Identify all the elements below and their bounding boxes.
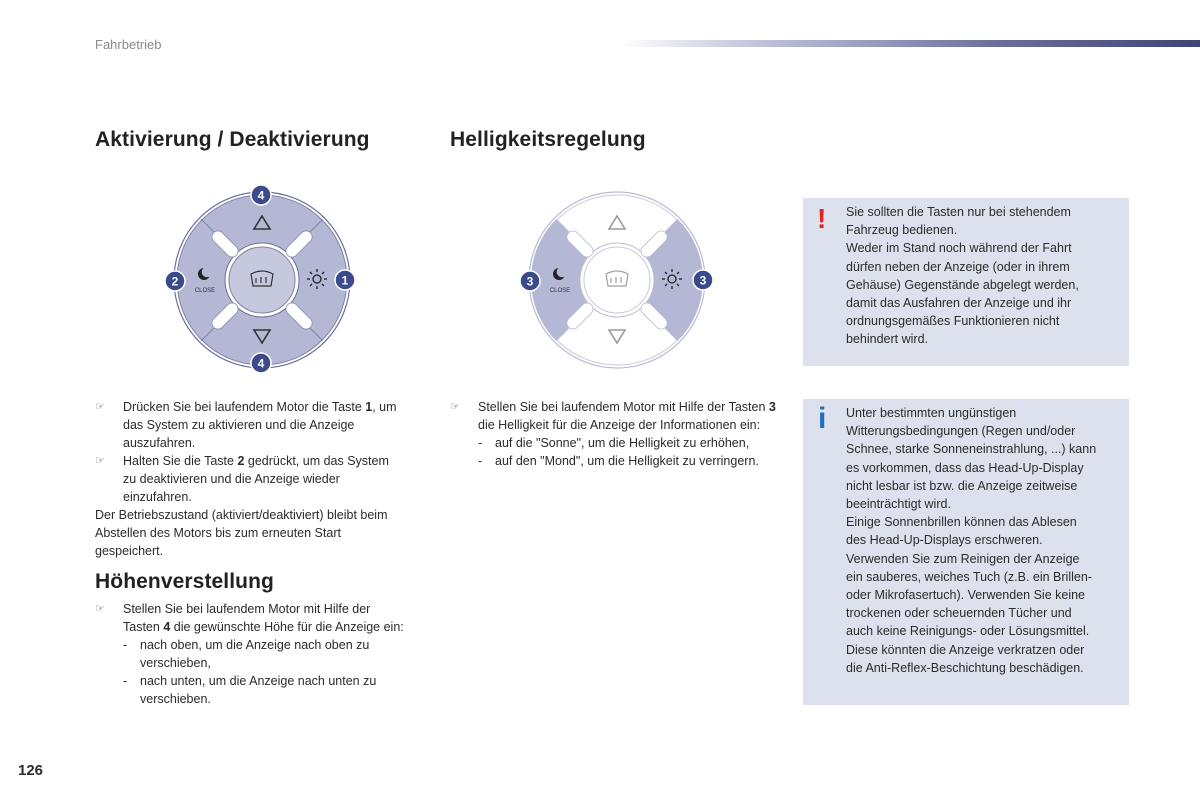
- badge-bottom: [251, 353, 271, 373]
- height-title: Höhenverstellung: [95, 570, 274, 593]
- height-bullet: ☞ Stellen Sie bei laufendem Motor mit Hilfe der Tasten 4 die gewünschte Höhe für die Anzeige ein:: [95, 602, 404, 634]
- badge-top: [251, 185, 271, 205]
- svg-text:2: 2: [171, 274, 179, 289]
- section-title: Fahrbetrieb: [95, 37, 162, 52]
- brightness-bullet: ☞ Stellen Sie bei laufendem Motor mit Hilfe der Tasten 3 die Helligkeit für die Anzeige der Informationen ein:: [450, 400, 776, 432]
- badge-right: [335, 270, 355, 290]
- badge-left: [520, 271, 540, 291]
- warning-icon: !: [817, 203, 827, 234]
- activation-bullet-1: ☞ Drücken Sie bei laufendem Motor die Taste 1, um das System zu aktivieren und die Anzeige auszufahren.: [95, 400, 397, 450]
- brightness-dash-1: - auf die "Sonne", um die Helligkeit zu erhöhen,: [478, 436, 750, 450]
- warning-box: [803, 198, 1129, 366]
- brightness-dash-2: - auf den "Mond", um die Helligkeit zu verringern.: [478, 454, 759, 468]
- activation-note: Der Betriebszustand (aktiviert/deaktiviert) bleibt beim Abstellen des Motors bis zum erneuten Start gespeichert.: [95, 508, 388, 558]
- badge-right: [693, 270, 713, 290]
- svg-text:3: 3: [526, 274, 534, 289]
- height-dash-2: - nach unten, um die Anzeige nach unten zu verschieben.: [123, 674, 377, 706]
- close-label: CLOSE: [549, 288, 571, 294]
- activation-text: [95, 398, 405, 560]
- height-dash-1: - nach oben, um die Anzeige nach oben zu verschieben,: [123, 638, 370, 670]
- info-icon: i: [818, 402, 827, 435]
- pointing-hand-icon: ☞: [95, 603, 105, 615]
- activation-title: Aktivierung / Deaktivierung: [95, 128, 370, 151]
- activation-bullet-2: ☞ Halten Sie die Taste 2 gedrückt, um das System zu deaktivieren und die Anzeige wieder einzufahren.: [95, 454, 389, 504]
- svg-text:3: 3: [699, 273, 707, 288]
- brightness-title: Helligkeitsregelung: [450, 128, 646, 151]
- pointing-hand-icon: ☞: [450, 401, 460, 413]
- svg-text:1: 1: [341, 273, 349, 288]
- svg-text:4: 4: [257, 188, 265, 203]
- info-box: [803, 399, 1129, 705]
- badge-left: [165, 271, 185, 291]
- page-number: 126: [18, 762, 44, 779]
- height-text: [95, 600, 405, 708]
- pointing-hand-icon: ☞: [95, 401, 105, 413]
- brightness-text: [450, 398, 780, 470]
- info-text: Unter bestimmten ungünstigen Witterungsbedingungen (Regen und/oder Schnee, starke Sonneneinstrahlung, ...) kann es vorkommen, dass das Head-Up-Display nicht lesbar ist bzw. die Anzeige zeitweise beeinträchtigt wird. Einige Sonnenbrillen können das Ablesen des Head-Up-Displays erschweren. Verwenden Sie zum Reinigen der Anzeige ein sauberes, weiches Tuch (z.B. ein Brillen- oder Mikrofasertuch). Verwenden Sie keine trockenen oder scheuernden Tücher und auch keine Reinigungs- oder Lösungsmittel. Diese könnten die Anzeige verkratzen oder die Anti-Reflex-Beschichtung beschädigen.: [846, 406, 1097, 675]
- svg-text:4: 4: [257, 356, 265, 371]
- activation-control-diagram: [160, 182, 365, 377]
- warning-text: Sie sollten die Tasten nur bei stehendem Fahrzeug bedienen. Weder im Stand noch während der Fahrt dürfen neben der Anzeige (oder in ihrem Gehäuse) Gegenstände abgelegt werden, damit das Ausfahren der Anzeige und ihr ordnungsgemäßes Funktionieren nicht behindert wird.: [846, 205, 1079, 347]
- close-label: CLOSE: [194, 288, 216, 294]
- pointing-hand-icon: ☞: [95, 455, 105, 467]
- header-bar: [620, 40, 1200, 47]
- brightness-control-diagram: [515, 182, 720, 377]
